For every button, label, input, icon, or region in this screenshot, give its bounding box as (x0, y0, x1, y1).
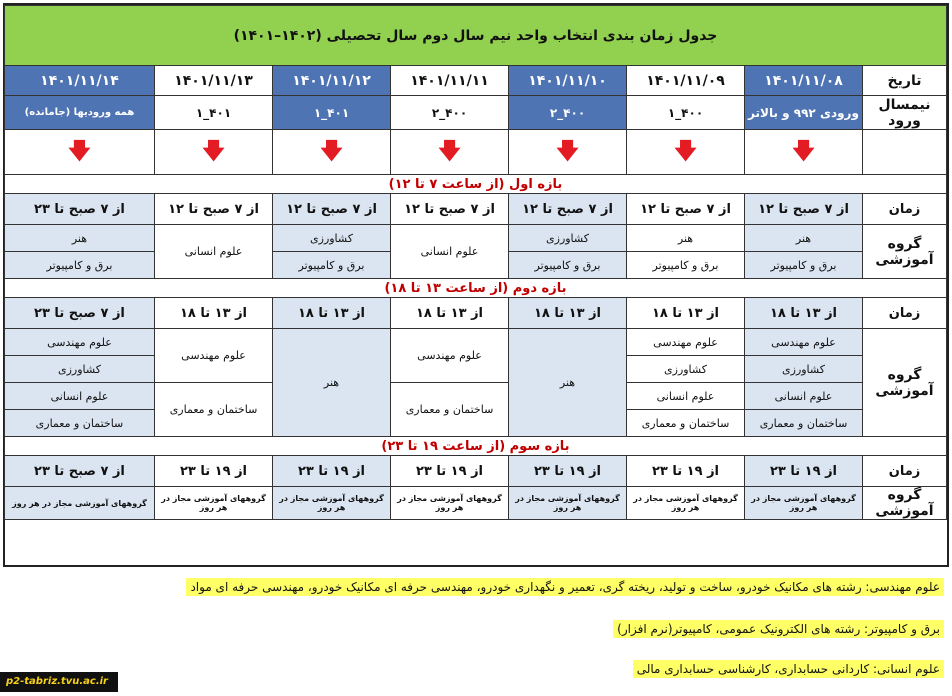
time-cell: از ۱۳ تا ۱۸ (745, 298, 863, 329)
group-item: هنر (273, 329, 391, 437)
group-item: علوم انسانی (627, 383, 745, 410)
time-cell: از ۱۳ تا ۱۸ (273, 298, 391, 329)
legend-humanities: علوم انسانی: کاردانی حسابداری، کارشناسی حسابداری مالی (633, 660, 944, 678)
allowed-groups-note: گروههای آموزشی مجاز در هر روز (391, 487, 509, 520)
period-1-time-row (4, 194, 946, 225)
time-label: زمان (863, 456, 947, 487)
time-cell: از ۱۳ تا ۱۸ (509, 298, 627, 329)
group-item: کشاورزی (273, 225, 391, 252)
level-cell: ۴۰۱_۱ (273, 96, 391, 130)
time-cell: از ۱۳ تا ۱۸ (391, 298, 509, 329)
allowed-groups-note: گروههای آموزشی مجاز در هر روز (155, 487, 273, 520)
date-cell: ۱۴۰۱/۱۱/۱۳ (155, 66, 273, 96)
arrow-row (4, 130, 946, 175)
group-item: علوم مهندسی (155, 329, 273, 383)
allowed-groups-note: گروههای آموزشی مجاز در هر روز (745, 487, 863, 520)
date-cell: ۱۴۰۱/۱۱/۱۴ (4, 66, 154, 96)
group-item: هنر (745, 225, 863, 252)
time-cell: از ۱۹ تا ۲۳ (391, 456, 509, 487)
time-cell: از ۷ صبح تا ۲۳ (4, 194, 154, 225)
level-cell: ۴۰۱_۱ (155, 96, 273, 130)
level-cell: ۴۰۰_۱ (627, 96, 745, 130)
group-item: برق و کامپیوتر (509, 252, 627, 279)
allowed-groups-note: گروههای آموزشی مجاز در هر روز (273, 487, 391, 520)
down-arrow-icon: 🡇 (556, 139, 579, 164)
group-item: کشاورزی (627, 356, 745, 383)
down-arrow-icon: 🡇 (202, 139, 225, 164)
date-cell: ۱۴۰۱/۱۱/۱۰ (509, 66, 627, 96)
level-row (4, 96, 946, 130)
allowed-groups-note: گروههای آموزشی مجاز در هر روز (4, 487, 154, 520)
down-arrow-icon: 🡇 (674, 139, 697, 164)
period-3-group-row (4, 487, 946, 520)
group-item: ساختمان و معماری (155, 383, 273, 437)
down-arrow-icon: 🡇 (792, 139, 815, 164)
period-3-heading: بازه سوم (از ساعت ۱۹ تا ۲۳) (4, 437, 946, 456)
down-arrow-icon: 🡇 (68, 139, 91, 164)
allowed-groups-note: گروههای آموزشی مجاز در هر روز (627, 487, 745, 520)
time-cell: از ۷ صبح تا ۱۲ (509, 194, 627, 225)
time-cell: از ۷ صبح تا ۱۲ (627, 194, 745, 225)
group-label: گروه آموزشی (863, 225, 947, 279)
date-cell: ۱۴۰۱/۱۱/۱۲ (273, 66, 391, 96)
group-item: ساختمان و معماری (4, 410, 154, 437)
group-item: علوم انسانی (4, 383, 154, 410)
time-cell: از ۱۳ تا ۱۸ (627, 298, 745, 329)
period-3-time-row (4, 456, 946, 487)
time-cell: از ۱۳ تا ۱۸ (155, 298, 273, 329)
level-label: نیمسال ورود (863, 96, 947, 130)
group-label: گروه آموزشی (863, 487, 947, 520)
time-cell: از ۱۹ تا ۲۳ (627, 456, 745, 487)
date-row (4, 66, 946, 96)
group-item: کشاورزی (509, 225, 627, 252)
group-item: کشاورزی (745, 356, 863, 383)
group-item: علوم مهندسی (391, 329, 509, 383)
group-item: علوم انسانی (155, 225, 273, 279)
group-item: کشاورزی (4, 356, 154, 383)
period-2-heading: بازه دوم (از ساعت ۱۳ تا ۱۸) (4, 279, 946, 298)
time-cell: از ۱۹ تا ۲۳ (273, 456, 391, 487)
legend-electrical: برق و کامپیوتر: رشته های الکترونیک عمومی، کامپیوتر(نرم افزار) (613, 620, 944, 638)
schedule-sheet (3, 3, 949, 567)
date-cell: ۱۴۰۱/۱۱/۰۸ (745, 66, 863, 96)
group-item: علوم مهندسی (745, 329, 863, 356)
group-label: گروه آموزشی (863, 329, 947, 437)
group-item: ساختمان و معماری (627, 410, 745, 437)
time-cell: از ۷ صبح تا ۱۲ (155, 194, 273, 225)
arrow-spacer (863, 130, 947, 175)
group-item: ساختمان و معماری (391, 383, 509, 437)
time-cell: از ۷ صبح تا ۱۲ (391, 194, 509, 225)
group-item: هنر (627, 225, 745, 252)
page-title: جدول زمان بندی انتخاب واحد نیم سال دوم سال تحصیلی (۱۴۰۲–۱۴۰۱) (4, 6, 946, 66)
group-item: برق و کامپیوتر (745, 252, 863, 279)
period-2-time-row (4, 298, 946, 329)
time-label: زمان (863, 298, 947, 329)
period-1-heading: بازه اول (از ساعت ۷ تا ۱۲) (4, 175, 946, 194)
group-item: علوم مهندسی (627, 329, 745, 356)
time-cell: از ۷ صبح تا ۲۳ (4, 298, 154, 329)
group-item: علوم انسانی (745, 383, 863, 410)
date-cell: ۱۴۰۱/۱۱/۱۱ (391, 66, 509, 96)
group-item: ساختمان و معماری (745, 410, 863, 437)
time-cell: از ۷ صبح تا ۱۲ (745, 194, 863, 225)
level-cell: ۴۰۰_۲ (509, 96, 627, 130)
level-cell: ورودی ۹۹۲ و بالاتر (745, 96, 863, 130)
group-item: برق و کامپیوتر (4, 252, 154, 279)
down-arrow-icon: 🡇 (438, 139, 461, 164)
time-cell: از ۱۹ تا ۲۳ (509, 456, 627, 487)
group-item: برق و کامپیوتر (627, 252, 745, 279)
time-cell: از ۱۹ تا ۲۳ (155, 456, 273, 487)
level-cell: همه ورودیها (جامانده) (4, 96, 154, 130)
group-item: هنر (4, 225, 154, 252)
legend-engineering: علوم مهندسی: رشته های مکانیک خودرو، ساخت و تولید، ریخته گری، تعمیر و نگهداری خودرو، مهندسی حرفه ای مکانیک خودرو، مهندسی حرفه ای مواد (186, 578, 944, 596)
allowed-groups-note: گروههای آموزشی مجاز در هر روز (509, 487, 627, 520)
group-item: علوم مهندسی (4, 329, 154, 356)
time-cell: از ۷ صبح تا ۱۲ (273, 194, 391, 225)
group-item: هنر (509, 329, 627, 437)
time-label: زمان (863, 194, 947, 225)
date-label: تاریخ (863, 66, 947, 96)
time-cell: از ۱۹ تا ۲۳ (745, 456, 863, 487)
source-watermark: p2-tabriz.tvu.ac.ir (0, 672, 118, 692)
down-arrow-icon: 🡇 (320, 139, 343, 164)
group-item: علوم انسانی (391, 225, 509, 279)
time-cell: از ۷ صبح تا ۲۳ (4, 456, 154, 487)
group-item: برق و کامپیوتر (273, 252, 391, 279)
level-cell: ۴۰۰_۲ (391, 96, 509, 130)
date-cell: ۱۴۰۱/۱۱/۰۹ (627, 66, 745, 96)
schedule-table (4, 5, 947, 520)
